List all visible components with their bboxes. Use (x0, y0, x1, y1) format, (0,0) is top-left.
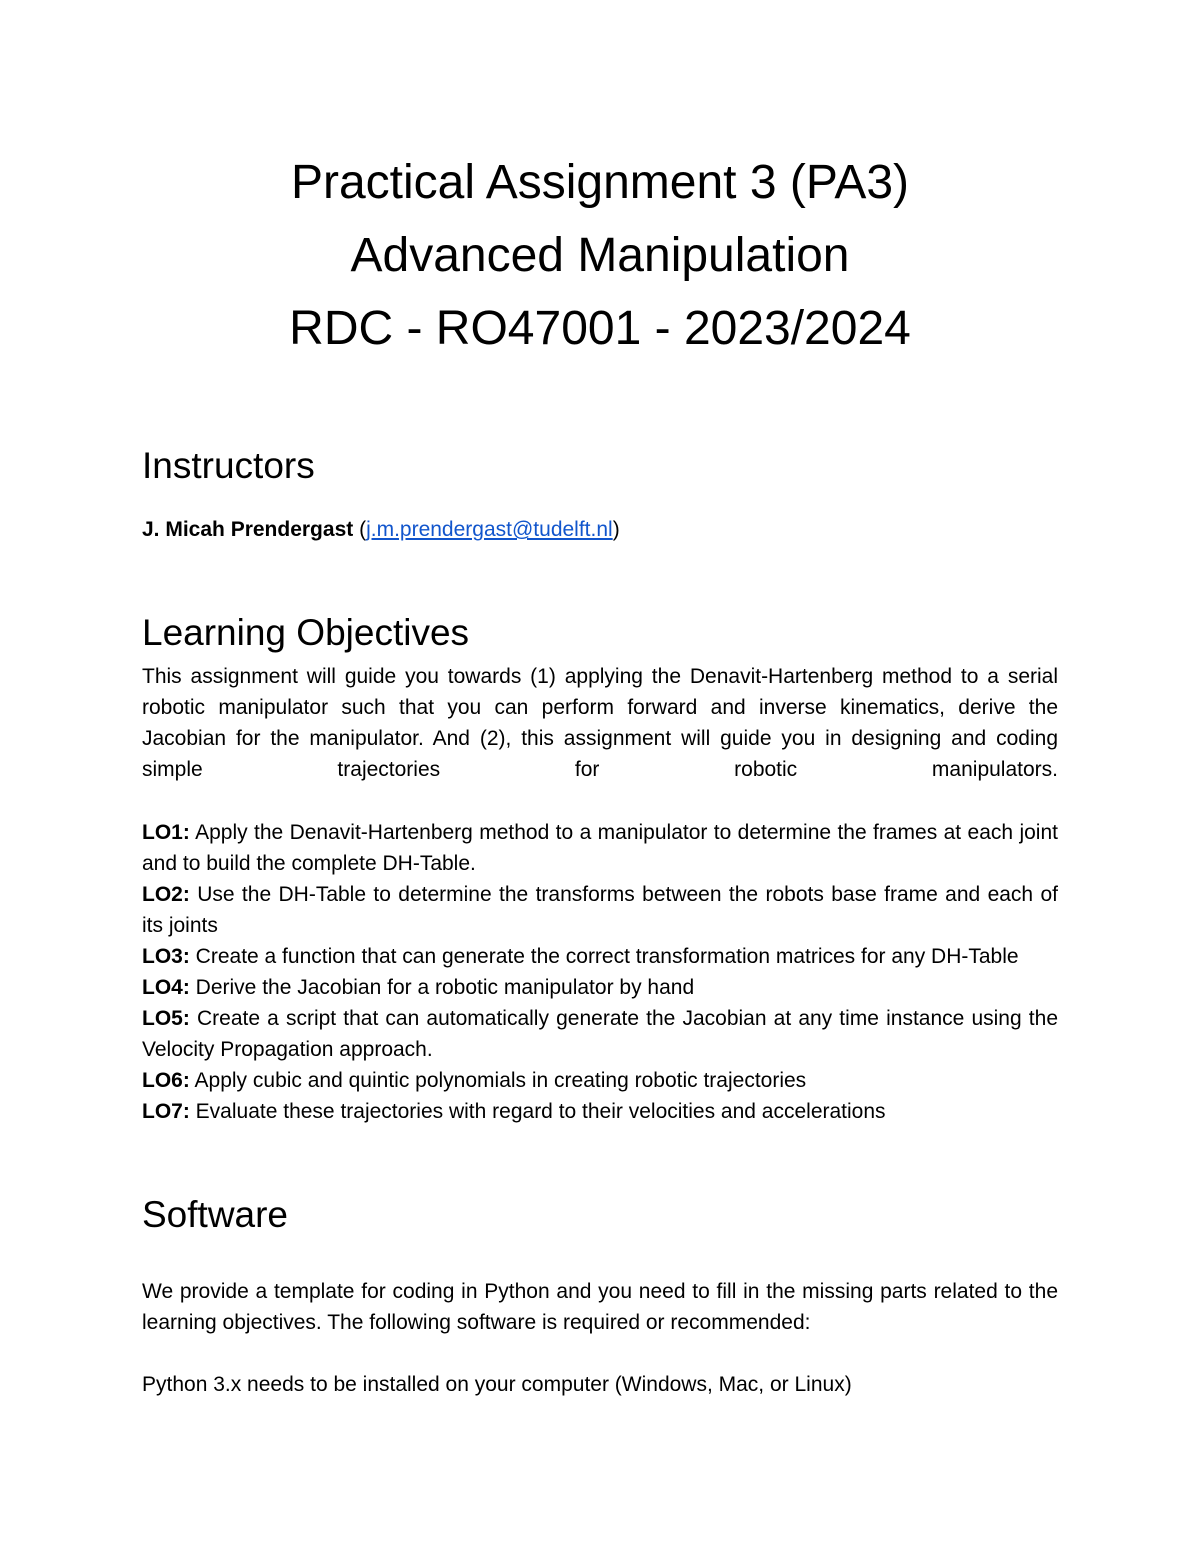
list-item-lo1 (142, 817, 1058, 879)
lo-text: Create a script that can automatically generate the Jacobian at any time instance using the Velocity Propagation approach. (142, 1007, 1058, 1061)
title-line-2: Advanced Manipulation (350, 229, 850, 282)
lo-text: Derive the Jacobian for a robotic manipulator by hand (189, 976, 695, 999)
instructor-name: J. Micah Prendergast (142, 518, 354, 541)
lo-text: Create a function that can generate the correct transformation matrices for any DH-Table (189, 945, 1019, 968)
lo-text: Use the DH-Table to determine the transforms between the robots base frame and each of its joints (142, 883, 1058, 937)
lo-text: Apply the Denavit-Hartenberg method to a manipulator to determine the frames at each joint and to build the complete DH-Table. (142, 821, 1058, 875)
learning-objectives-heading: Learning Objectives (142, 612, 470, 653)
list-item-lo5 (142, 1003, 1058, 1065)
learning-objectives-list (142, 817, 1058, 1127)
open-paren: ( (353, 518, 367, 541)
instructors-heading: Instructors (142, 445, 315, 486)
list-item-lo3 (142, 941, 1058, 972)
list-item-lo6 (142, 1065, 1058, 1096)
title-line-1: Practical Assignment 3 (PA3) (290, 156, 910, 209)
instructor-email-link[interactable]: j.m.prendergast@tudelft.nl (366, 518, 613, 541)
list-item-lo4 (142, 972, 1058, 1003)
lo-text: Apply cubic and quintic polynomials in creating robotic trajectories (189, 1069, 807, 1092)
lo-label: LO7: (142, 1100, 190, 1123)
lo-label: LO3: (142, 945, 190, 968)
instructor-line (142, 514, 1058, 545)
lo-label: LO5: (142, 1007, 190, 1030)
software-heading: Software (142, 1194, 289, 1235)
lo-label: LO1: (142, 821, 190, 844)
list-item-lo2 (142, 879, 1058, 941)
lo-label: LO6: (142, 1069, 190, 1092)
software-paragraph-2: Python 3.x needs to be installed on your computer (Windows, Mac, or Linux) (142, 1373, 852, 1396)
lo-label: LO4: (142, 976, 190, 999)
lo-text: Evaluate these trajectories with regard to their velocities and accelerations (189, 1100, 886, 1123)
document-title (142, 146, 1058, 365)
close-paren: ) (612, 518, 620, 541)
list-item-lo7 (142, 1096, 1058, 1127)
lo-label: LO2: (142, 883, 190, 906)
learning-objectives-intro: This assignment will guide you towards (1) applying the Denavit-Hartenberg method to a serial robotic manipulator such that you can perform forward and inverse kinematics, derive the Jacobian for the manipulator. And (2), this assignment will guide you in designing and coding simple trajectories for robotic manipulators. (142, 665, 1058, 781)
title-line-3: RDC - RO47001 - 2023/2024 (289, 302, 911, 355)
software-paragraph-1: We provide a template for coding in Python and you need to fill in the missing parts related to the learning objectives. The following software is required or recommended: (142, 1280, 1058, 1334)
